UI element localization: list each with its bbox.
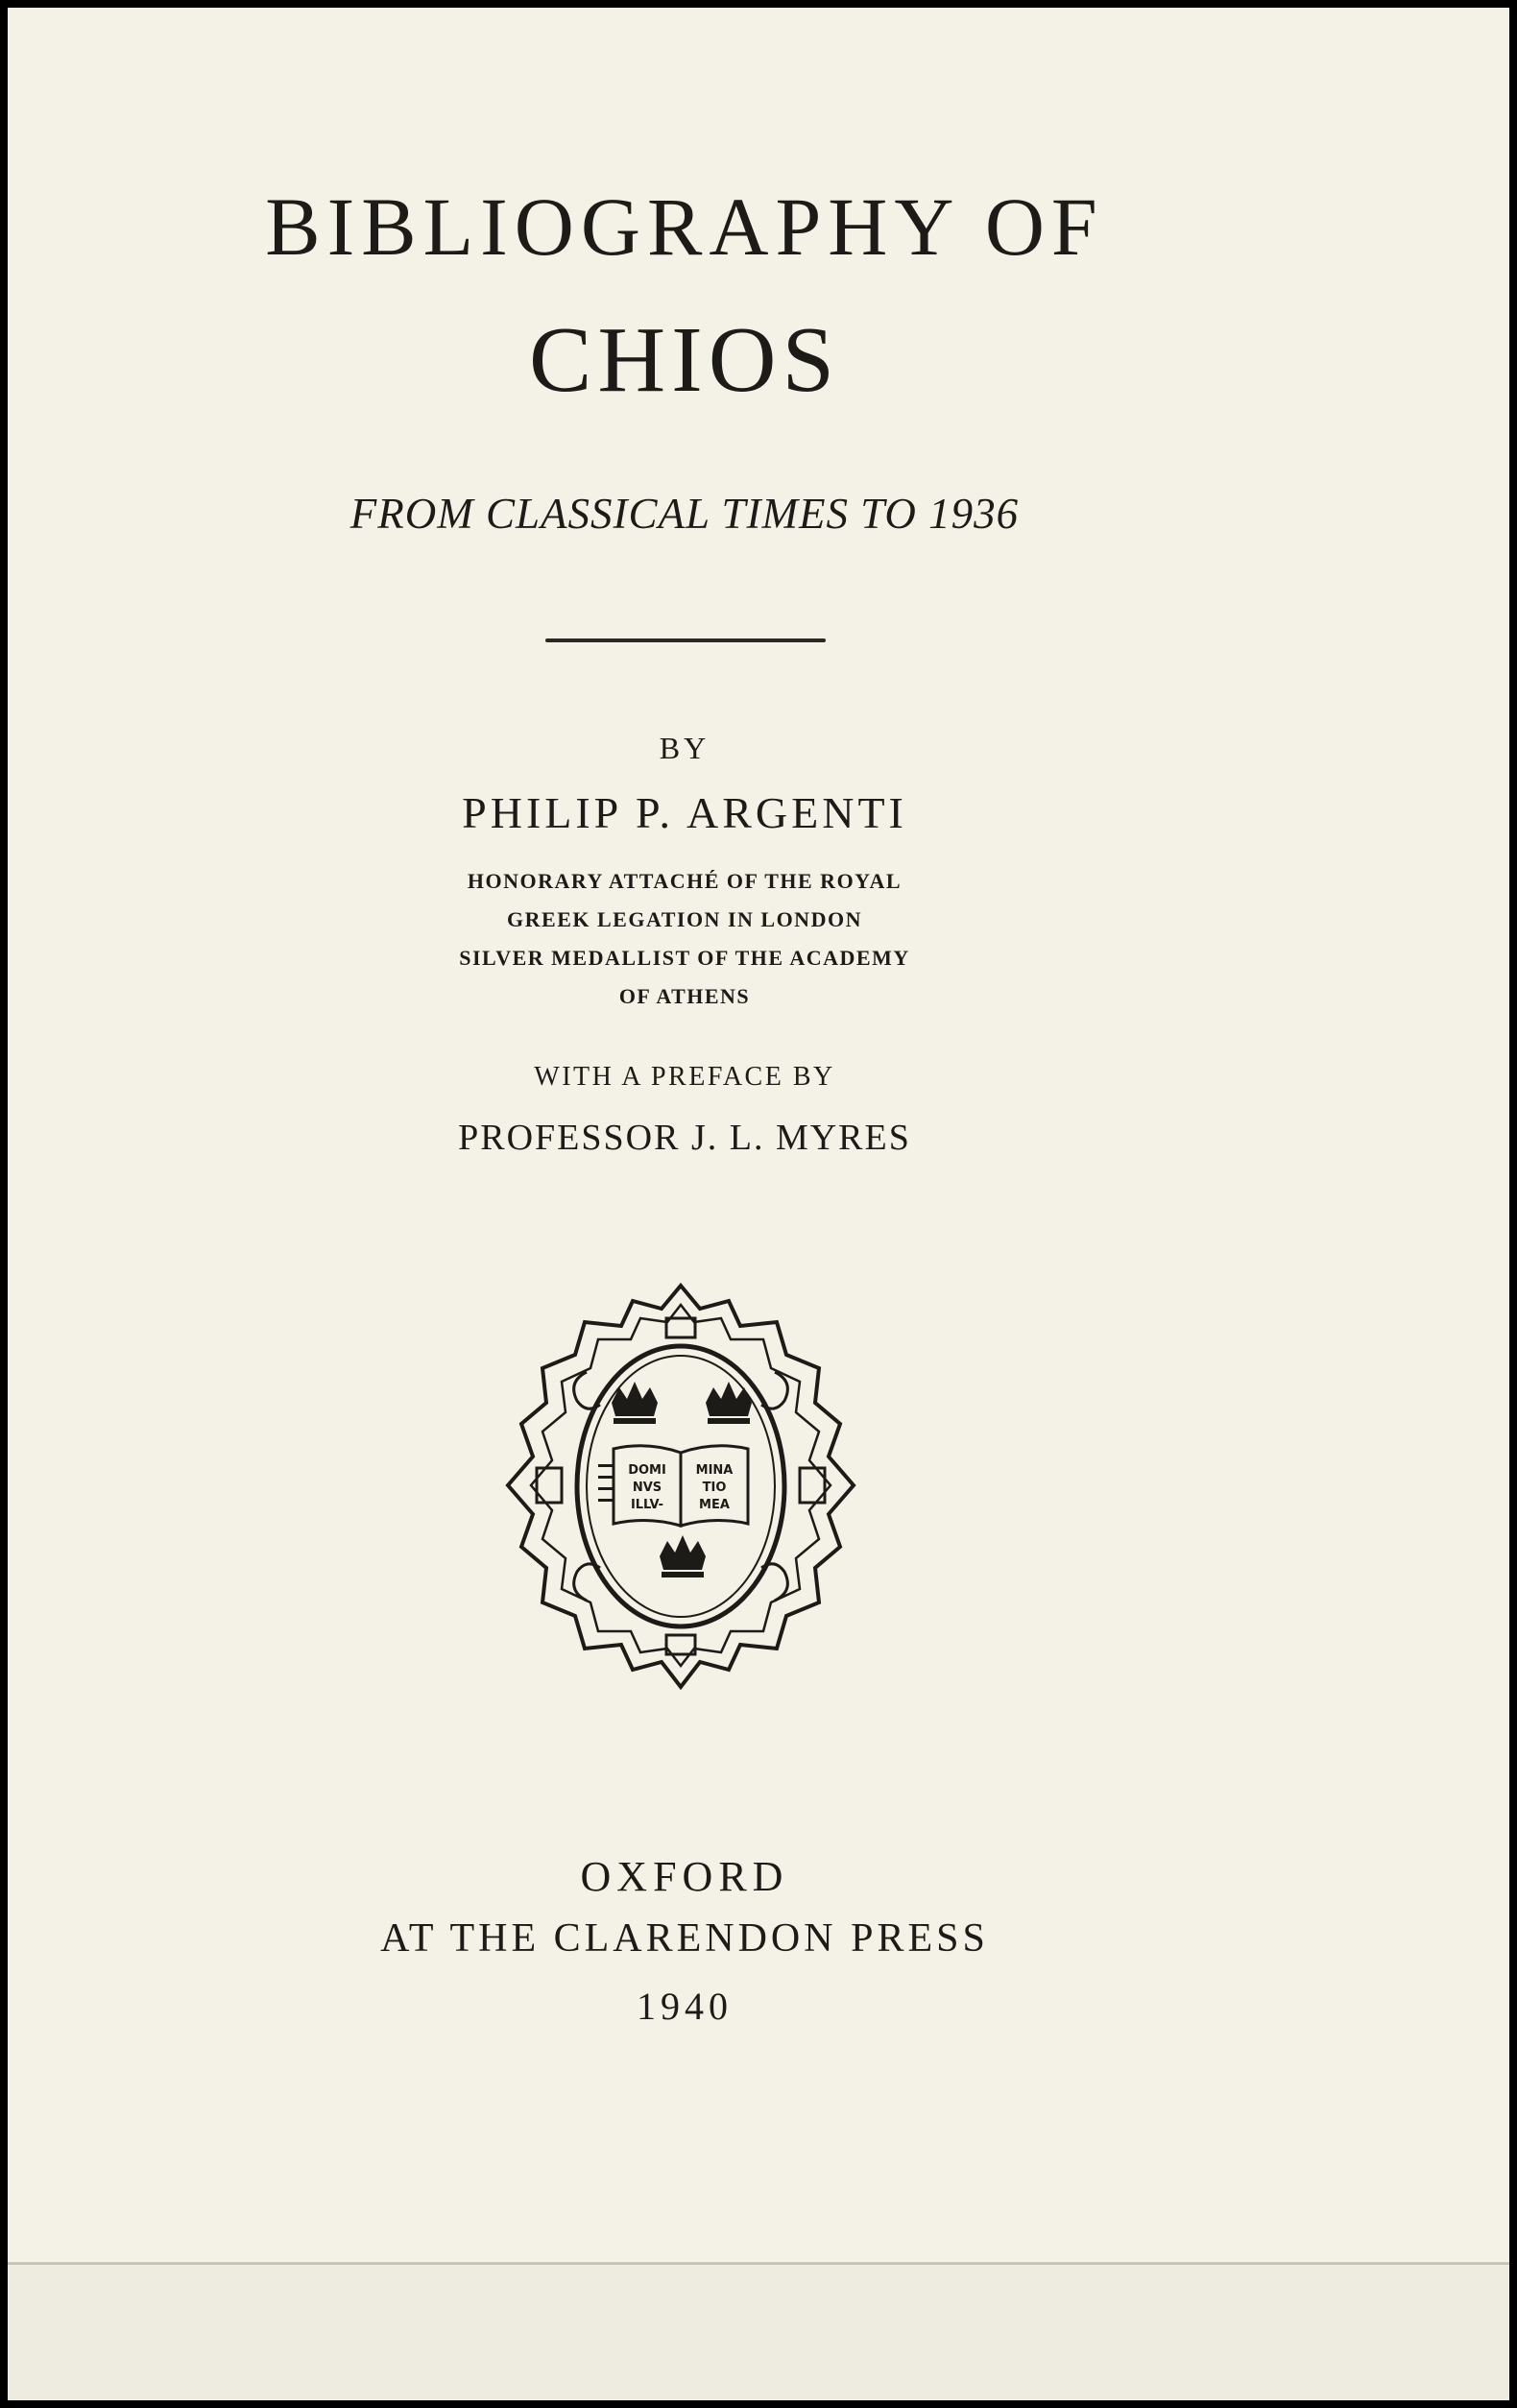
- oxford-university-seal-icon: [498, 1280, 863, 1693]
- author-credentials: [8, 862, 1361, 1016]
- seal-book-right-line: MINA: [695, 1463, 734, 1478]
- credential-line: SILVER MEDALLIST OF THE ACADEMY: [459, 946, 910, 970]
- preface-author: PROFESSOR J. L. MYRES: [458, 1118, 911, 1158]
- seal-book-left-line: ILLV-: [630, 1498, 664, 1512]
- seal-book-left-line: NVS: [632, 1481, 662, 1495]
- seal-book-right-line: MEA: [699, 1498, 730, 1512]
- author-name: PHILIP P. ARGENTI: [462, 788, 907, 837]
- page-fold-strip: [8, 2266, 1509, 2400]
- page-fold-line: [8, 2262, 1509, 2265]
- imprint-city: OXFORD: [580, 1853, 789, 1900]
- credential-line: OF ATHENS: [618, 984, 751, 1008]
- imprint-year: 1940: [637, 1985, 733, 2028]
- preface-intro: WITH A PREFACE BY: [534, 1062, 835, 1092]
- subtitle: FROM CLASSICAL TIMES TO 1936: [349, 490, 1020, 538]
- by-line: BY: [659, 731, 710, 765]
- imprint-press: AT THE CLARENDON PRESS: [380, 1916, 989, 1961]
- seal-book-left-line: DOMI: [628, 1463, 666, 1478]
- credential-line: HONORARY ATTACHÉ OF THE ROYAL: [467, 869, 903, 893]
- credential-line: GREEK LEGATION IN LONDON: [507, 907, 862, 931]
- title-line-1: BIBLIOGRAPHY OF: [265, 181, 1104, 273]
- title-line-2: CHIOS: [528, 308, 841, 412]
- seal-book-right-line: TIO: [702, 1481, 727, 1495]
- divider-rule: [545, 638, 826, 642]
- title-page: [8, 8, 1509, 2400]
